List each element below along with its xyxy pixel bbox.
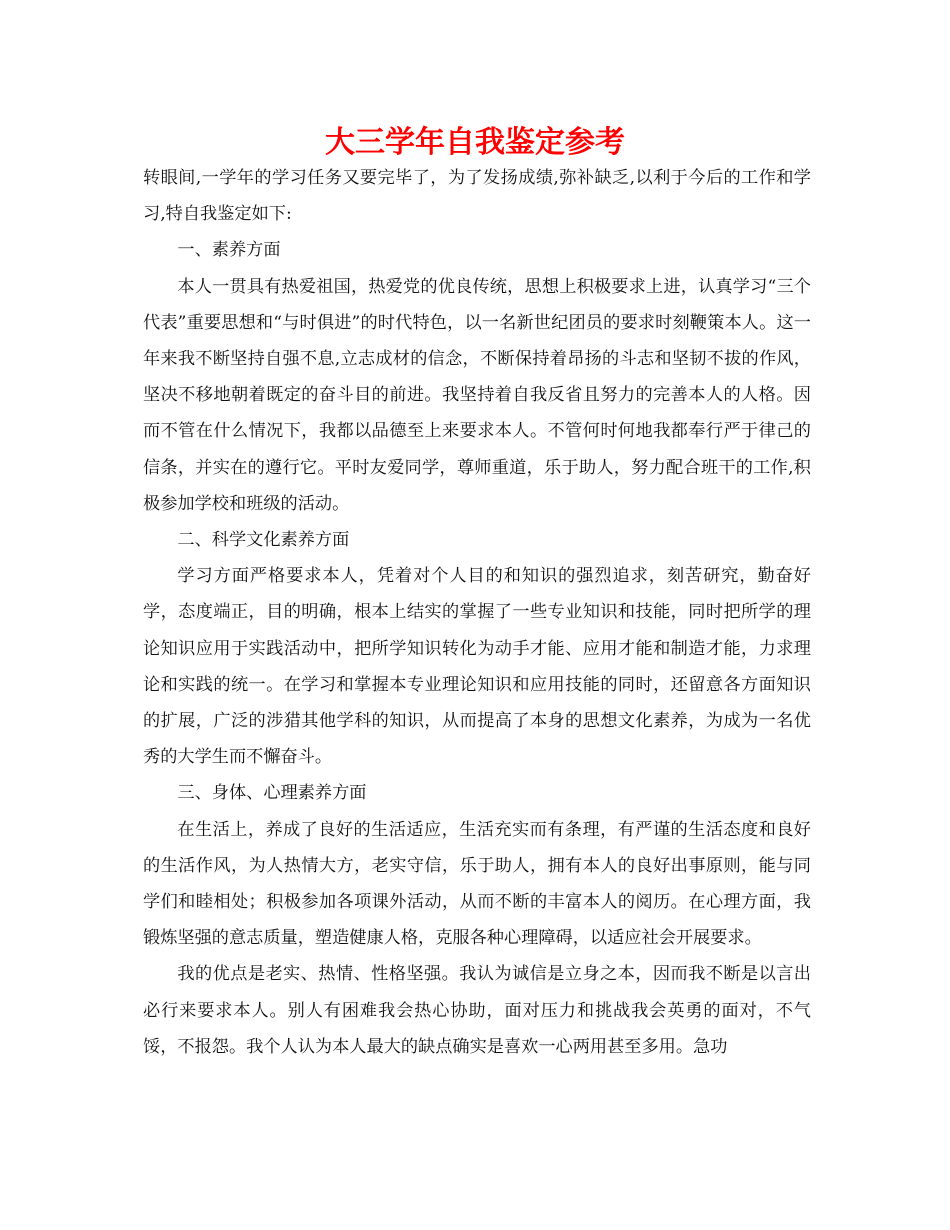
section-heading-science-culture: 二、科学文化素养方面 — [177, 530, 350, 551]
paragraph-quality: 本人一贯具有热爱祖国，热爱党的优良传统，思想上积极要求上进，认真学习“三个代表”重要思想和“与时俱进”的时代特色，以一名新世纪团员的要求时刻鞭策本人。这一年来我不断坚持自强不息,立志成材的信念，不断保持着昂扬的斗志和坚韧不拔的作风，坚决不移地朝着既定的奋斗目的前进。我坚持着自我反省且努力的完善本人的人格。因而不管在什么情况下，我都以品德至上来要求本人。不管何时何地我都奉行严于律己的信条，并实在的遵行它。平时友爱同学，尊师重道，乐于助人，努力配合班干的工作,积极参加学校和班级的活动。 — [143, 276, 811, 514]
section-heading-body-mind: 三、身体、心理素养方面 — [177, 783, 367, 804]
paragraph-science-culture: 学习方面严格要求本人，凭着对个人目的和知识的强烈追求，刻苦研究，勤奋好学，态度端正，目的明确，根本上结实的掌握了一些专业知识和技能，同时把所学的理论知识应用于实践活动中，把所学知识转化为动手才能、应用才能和制造才能，力求理论和实践的统一。在学习和掌握本专业理论知识和应用技能的同时，还留意各方面知识的扩展，广泛的涉猎其他学科的知识，从而提高了本身的思想文化素养，为成为一名优秀的大学生而不懈奋斗。 — [143, 566, 811, 768]
paragraph-body-mind: 在生活上，养成了良好的生活适应，生活充实而有条理，有严谨的生活态度和良好的生活作风，为人热情大方，老实守信，乐于助人，拥有本人的良好出事原则，能与同学们和睦相处；积极参加各项课外活动，从而不断的丰富本人的阅历。在心理方面，我锻炼坚强的意志质量，塑造健康人格，克服各种心理障碍，以适应社会开展要求。 — [143, 819, 811, 949]
document-title: 大三学年自我鉴定参考 — [325, 125, 625, 160]
intro-paragraph: 转眼间,一学年的学习任务又要完毕了，为了发扬成绩,弥补缺乏,以利于今后的工作和学习,特自我鉴定如下: — [143, 168, 811, 225]
paragraph-strengths: 我的优点是老实、热情、性格坚强。我认为诚信是立身之本，因而我不断是以言出必行来要求本人。别人有困难我会热心协助，面对压力和挑战我会英勇的面对，不气馁，不报怨。我个人认为本人最大的缺点确实是喜欢一心两用甚至多用。急功 — [143, 964, 811, 1057]
section-heading-quality: 一、素养方面 — [177, 240, 281, 261]
document-body — [143, 160, 811, 1065]
